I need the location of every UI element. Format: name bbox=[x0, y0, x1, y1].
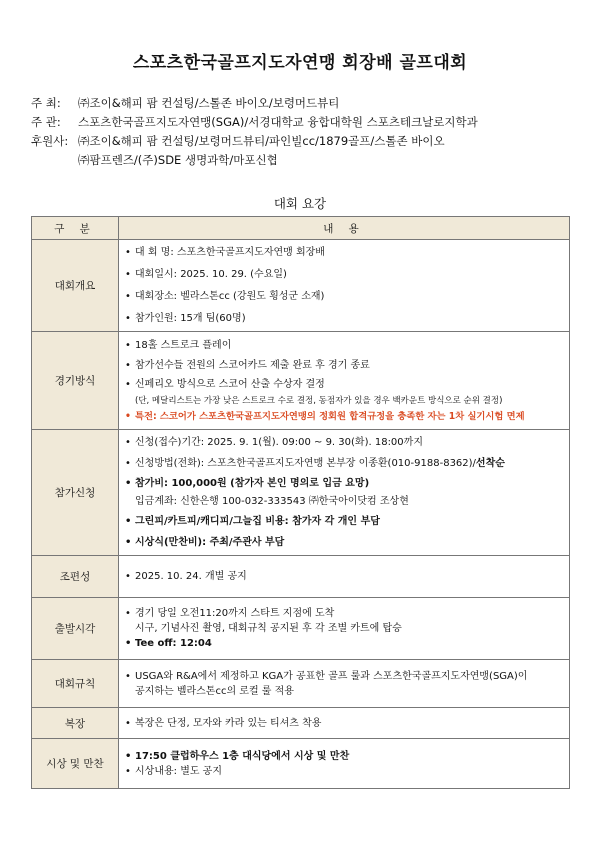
table-row-overview bbox=[32, 240, 570, 332]
host-line bbox=[31, 95, 339, 111]
method-text: 신청방법(전화): 스포츠한국골프지도자연맹 본부장 이종환(010-9188-8362)/ bbox=[135, 458, 476, 469]
sponsor-value-1: ㈜조이&해피 팜 컨설팅/보령머드뷰티/파인빌cc/1879골프/스톨존 바이오 bbox=[78, 134, 445, 148]
list-item: • 참가선수들 전원의 스코어카드 제출 완료 후 경기 종료 bbox=[125, 356, 569, 376]
sponsor-line bbox=[31, 133, 445, 149]
table-row-groups bbox=[32, 556, 570, 598]
summary-title: 대회 요강 bbox=[273, 196, 327, 211]
table-row-departure bbox=[32, 598, 570, 660]
page-title: 스포츠한국골프지도자연맹 회장배 골프대회 bbox=[132, 53, 468, 73]
row-content bbox=[119, 240, 570, 332]
row-label: 경기방식 bbox=[32, 332, 119, 430]
organizer-value: 스포츠한국골프지도자연맹(SGA)/서경대학교 융합대학원 스포츠테크날로지학과 bbox=[78, 115, 478, 129]
table-row-awards bbox=[32, 739, 570, 789]
table-row-dress bbox=[32, 708, 570, 739]
sponsor-value-2: ㈜팜프렌즈/(주)SDE 생명과학/마포신협 bbox=[78, 153, 278, 167]
list-item: • 18홀 스트로크 플레이 bbox=[125, 336, 569, 356]
row-content bbox=[119, 430, 570, 556]
sponsor-line-2 bbox=[78, 152, 278, 168]
list-item: • 2025. 10. 24. 개별 공지 bbox=[125, 569, 569, 584]
row-label: 조편성 bbox=[32, 556, 119, 598]
list-item: • 경기 당일 오전11:20까지 스타트 지점에 도착 bbox=[125, 606, 569, 621]
summary-table bbox=[31, 216, 570, 789]
list-item: • 17:50 클럽하우스 1층 대식당에서 시상 및 만찬 bbox=[125, 749, 569, 764]
organizer-line bbox=[31, 114, 478, 130]
table-row-rules bbox=[32, 660, 570, 708]
benefit-item: • 특전: 스코어가 스포츠한국골프지도자연맹의 정회원 합격규정을 충족한 자는 1차 실기시험 면제 bbox=[125, 408, 569, 425]
row-content bbox=[119, 660, 570, 708]
row-label: 대회규칙 bbox=[32, 660, 119, 708]
table-row-entry bbox=[32, 430, 570, 556]
row-content bbox=[119, 739, 570, 789]
row-content bbox=[119, 598, 570, 660]
row-content bbox=[119, 556, 570, 598]
list-item: • 대 회 명: 스포츠한국골프지도자연맹 회장배 bbox=[125, 242, 569, 264]
list-item: • 복장은 단정, 모자와 카라 있는 티셔츠 착용 bbox=[125, 716, 569, 731]
host-value: ㈜조이&해피 팜 컨설팅/스톨존 바이오/보령머드뷰티 bbox=[78, 96, 340, 110]
host-label: 주 최: bbox=[31, 96, 61, 110]
account-line: 입금계좌: 신한은행 100-032-333543 ㈜한국아이닷컴 조상현 bbox=[135, 496, 409, 507]
header-category: 구 분 bbox=[32, 217, 119, 240]
list-item: • 대회일시: 2025. 10. 29. (수요일) bbox=[125, 264, 569, 286]
list-item-continued: 시구, 기념사진 촬영, 대회규칙 공지된 후 각 조별 카트에 탑승 bbox=[135, 623, 402, 634]
list-item: • 대회장소: 벨라스톤cc (강원도 횡성군 소재) bbox=[125, 286, 569, 308]
list-item: • 참가인원: 15개 팀(60명) bbox=[125, 308, 569, 330]
sponsor-label: 후원사: bbox=[31, 134, 69, 148]
row-label: 대회개요 bbox=[32, 240, 119, 332]
row-label: 복장 bbox=[32, 708, 119, 739]
row-content bbox=[119, 708, 570, 739]
list-item-continued: 공지하는 벨라스톤cc의 로컬 룰 적용 bbox=[135, 685, 294, 697]
row-content bbox=[119, 332, 570, 430]
header-content: 내 용 bbox=[119, 217, 570, 240]
list-item: • 그린피/카트피/캐디피/그늘집 비용: 참가자 각 개인 부담 bbox=[125, 511, 569, 532]
row-label: 참가신청 bbox=[32, 430, 119, 556]
table-row-format bbox=[32, 332, 570, 430]
list-item: • USGA와 R&A에서 제정하고 KGA가 공표한 골프 룰과 스포츠한국골프지도자연맹(SGA)이 bbox=[125, 669, 569, 684]
table-header-row bbox=[32, 217, 570, 240]
list-item: • 시상식(만찬비): 주최/주관사 부담 bbox=[125, 532, 569, 553]
list-item: • Tee off: 12:04 bbox=[125, 636, 569, 651]
list-item: • 참가비: 100,000원 (참가자 본인 명의로 입금 요망) bbox=[125, 474, 569, 493]
list-item: • 시상내용: 별도 공지 bbox=[125, 764, 569, 779]
organizer-label: 주 관: bbox=[31, 115, 61, 129]
list-item: • 신페리오 방식으로 스코어 산출 수상자 결정 bbox=[125, 376, 569, 394]
list-note: (단, 메달리스트는 가장 낮은 스트로크 수로 결정, 동점자가 있을 경우 백카운트 방식으로 순위 결정) bbox=[135, 396, 503, 406]
row-label: 시상 및 만찬 bbox=[32, 739, 119, 789]
list-item bbox=[125, 453, 569, 474]
method-first-come: 선착순 bbox=[475, 458, 505, 469]
list-item: • 신청(접수)기간: 2025. 9. 1(월). 09:00 ~ 9. 30(화). 18:00까지 bbox=[125, 432, 569, 453]
row-label: 출발시각 bbox=[32, 598, 119, 660]
